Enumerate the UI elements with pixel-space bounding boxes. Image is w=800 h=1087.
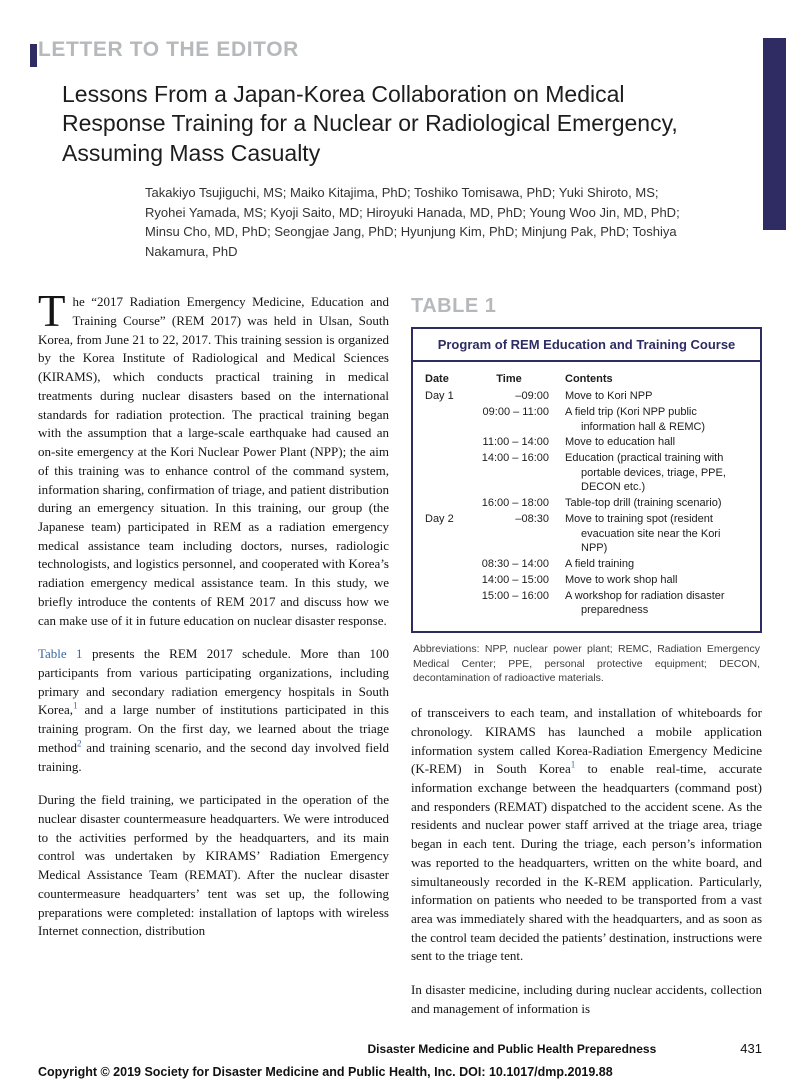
citation-ref-2[interactable]: 2 [77,738,82,749]
table-cell-date [425,589,477,618]
table-header-row [425,372,748,387]
table-cell-contents: A workshop for radiation disaster preparedness [565,589,725,617]
page-number: 431 [740,1041,762,1056]
paragraph-4-text-a: of transceivers to each team, and installation of whiteboards for chronology. KIRAMS has launched a mobile application information system called Korea-Radiation Emergency Medicine (K-REM) in South Korea [411,705,762,777]
table-cell-date [425,496,477,511]
table-header-time: Time [496,373,522,386]
body-paragraph-1 [38,286,389,630]
table-cell-contents: Move to work shop hall [565,573,678,586]
table-header-date: Date [425,373,449,386]
table-row [425,573,748,588]
table-cell-contents: Move to education hall [565,436,676,449]
table-cell-date [425,435,477,450]
table-cell-time: –09:00 [515,390,549,403]
table-row [425,496,748,511]
paragraph-2-text-a: presents the REM 2017 schedule. More than 100 participants from various participating organizations, including primary and secondary radiation emergency hospitals in South Korea, [38,646,389,718]
table-row [425,405,748,434]
table-header-contents: Contents [565,373,613,386]
right-column [411,293,762,1033]
table-cell-time: 08:30 – 14:00 [481,558,549,571]
table-cell-time: 11:00 – 14:00 [482,436,549,449]
drop-cap: T [38,286,66,337]
table-cell-date: Day 2 [425,512,454,525]
table-row [425,451,748,495]
table-cell-date [425,451,477,495]
table-cell-contents: Education (practical training with portable devices, triage, PPE, DECON etc.) [565,451,726,494]
two-column-body [38,286,762,1033]
body-paragraph-3: During the field training, we participated in the operation of the nuclear disaster countermeasure headquarters. We were introduced to the activities performed by the headquarters, and its main control was undertaken by KIRAMS’ Radiation Emergency Medical Assistance Team (REMAT). After the nuclear disaster countermeasure headquarters’ tent was set up, the following preparations were completed: installation of laptops with wireless Internet connection, distribution [38,792,389,939]
table-row [425,512,748,556]
table-cell-time: 14:00 – 16:00 [481,451,549,464]
page-content [0,38,800,1034]
table-abbreviations: Abbreviations: NPP, nuclear power plant; REMC, Radiation Emergency Medical Center; PPE, personal protective equipment; DECON, decontamination of radioactive materials. [413,643,760,685]
table-row [425,389,748,404]
table-cell-date: Day 1 [425,390,454,403]
table-cell-time: –08:30 [515,512,549,525]
table-cell-date [425,573,477,588]
table-cell-date [425,405,477,434]
citation-ref-1b[interactable]: 1 [570,759,576,770]
table-cell-contents: Table-top drill (training scenario) [565,497,722,510]
paragraph-2-text-b: and a large number of institutions participated in this training program. On the first day, we learned about the triage method [38,702,389,755]
paragraph-1-text: he “2017 Radiation Emergency Medicine, Education and Training Course” (REM 2017) was held in Ulsan, South Korea, from June 21 to 22, 2017. This training session is organized by the Korea Institute of Radiological and Medical Sciences (KIRAMS), which conducts practical training in medical treatments during nuclear disasters based on the international standards for radiation protection. The practical training began with the assumption that a large-scale earthquake had caused an on-site emergency at the Kori Nuclear Power Plant (NPP); the aim of this training was to enhance control of the command system, information sharing, confirmation of triage, and patient distribution during an emergency situation. In this training, our group (the Japanese team) participated in REM as a radiation emergency medical assistance team including doctors, nurses, radiologic technologists, and logistics personnel, and cooperated with Korea’s radiation emergency medical assistance team. In this study, we briefly introduce the contents of REM 2017 and discuss how we can make use of it in future education on nuclear disaster response. [38,294,389,628]
section-label: LETTER TO THE EDITOR [38,38,299,61]
table-cell-date [425,557,477,572]
journal-name: Disaster Medicine and Public Health Preparedness [367,1042,657,1056]
citation-ref-1[interactable]: 1 [73,701,78,712]
table-1 [411,327,762,633]
article-title: Lessons From a Japan-Korea Collaboration on Medical Response Training for a Nuclear or Radiological Emergency, Assuming Mass Casualty [62,81,678,166]
copyright-line: Copyright © 2019 Society for Disaster Medicine and Public Health, Inc. DOI: 10.1017/dmp.2019.88 [38,1065,613,1079]
table-row [425,589,748,618]
page-footer [38,1041,762,1079]
table-cell-time: 15:00 – 16:00 [481,589,549,602]
table-cell-contents: A field trip (Kori NPP public information hall & REMC) [565,405,706,433]
table-row [425,435,748,450]
paragraph-4-text-b: to enable real-time, accurate information exchange between the headquarters (command post) and responders (REMAT) dispatched to the accident scene. As the residents and nuclear power staff arrived at the triage area, triage began in each tent. During the triage, each person’s information was reported to the headquarters, written on the white board, and simultaneously recorded in the K-REM application. Particularly, information on patients who needed to be transported from a vast area was immediately shared with the headquarters, and as soon as the control team decided the patients’ destination, instructions were sent to the triage tent. [411,761,762,964]
table-cell-contents: Move to Kori NPP [565,390,653,403]
paragraph-2-text-c: and training scenario, and the second day involved field training. [38,739,389,774]
body-paragraph-4 [411,704,762,966]
author-list: Takakiyo Tsujiguchi, MS; Maiko Kitajima, PhD; Toshiko Tomisawa, PhD; Yuki Shiroto, MS; Ryohei Yamada, MS; Kyoji Saito, MD; Hiroyuki Hanada, MD, PhD; Young Woo Jin, MD, PhD; Minsu Cho, MD, PhD; Seongjae Jang, PhD; Hyunjung Kim, PhD; Minjung Pak, PhD; Toshiya Nakamura, PhD [145,185,680,259]
table-1-link[interactable]: Table 1 [38,646,83,662]
table-cell-contents: A field training [565,558,635,571]
table-label: TABLE 1 [411,295,497,318]
body-paragraph-5: In disaster medicine, including during nuclear accidents, collection and management of information is [411,982,762,1016]
table-row [425,557,748,572]
table-body [413,362,760,631]
body-paragraph-2 [38,645,389,776]
table-cell-time: 09:00 – 11:00 [482,405,549,418]
table-title: Program of REM Education and Training Course [413,329,760,362]
table-cell-contents: Move to training spot (resident evacuation site near the Kori NPP) [565,512,721,555]
table-cell-time: 14:00 – 15:00 [481,573,549,586]
table-cell-time: 16:00 – 18:00 [481,497,549,510]
left-column [38,286,389,1033]
